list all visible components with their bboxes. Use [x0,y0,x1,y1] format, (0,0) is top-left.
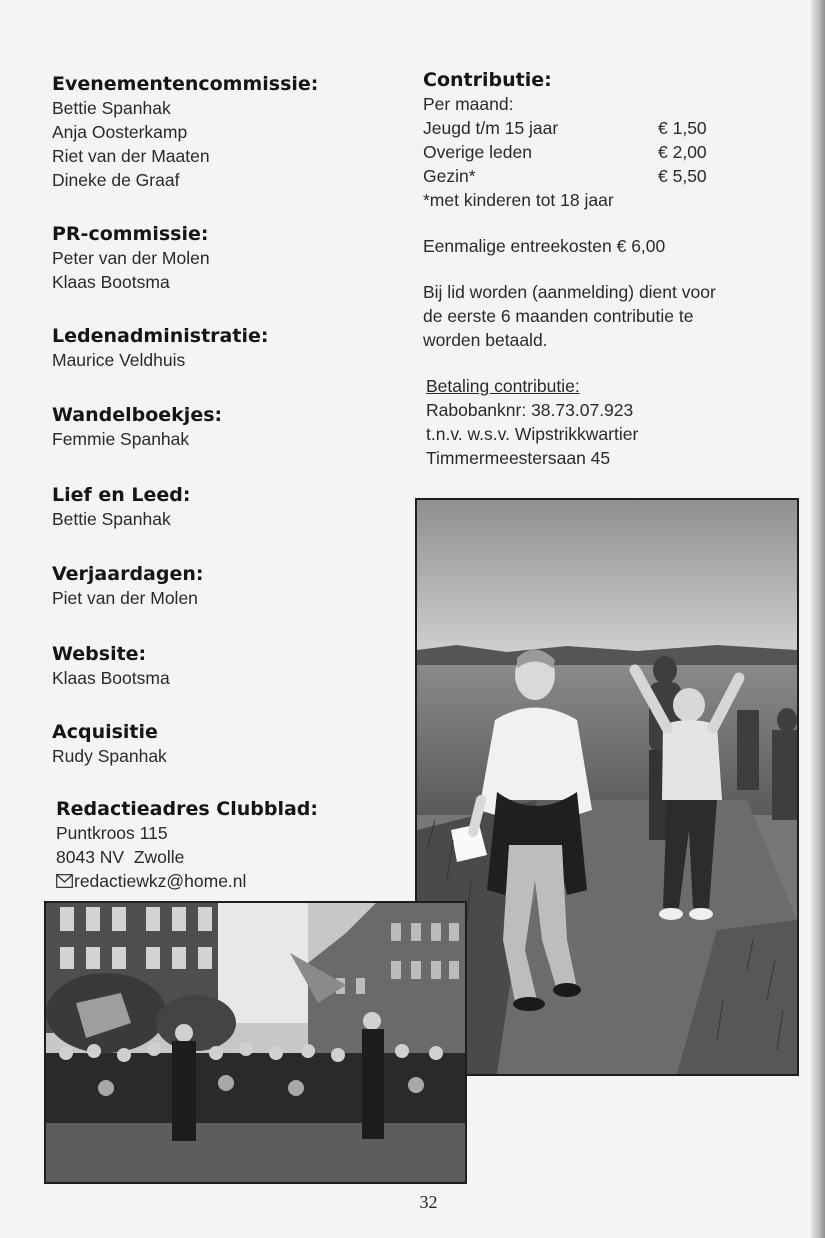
walkers-photo-image [417,500,797,1074]
email-line [56,869,318,893]
betaling-heading: Betaling contributie: [426,376,580,396]
member-name: Piet van der Molen [52,588,198,608]
section-acquisitie [52,720,167,768]
section-pr-commissie [52,222,210,294]
member-name: Rudy Spanhak [52,746,167,766]
walkers-photo [415,498,799,1076]
contributie-column [423,68,793,470]
section-ledenadministratie [52,324,268,372]
member-name: Bettie Spanhak [52,98,171,118]
note-line: de eerste 6 maanden contributie te [423,306,694,326]
section-heading: Website: [52,643,147,665]
price-label: Overige leden [423,142,532,162]
section-heading: PR-commissie: [52,223,209,245]
price-label: Gezin* [423,166,476,186]
section-heading: Verjaardagen: [52,563,204,585]
marching-band-photo-image [46,903,465,1182]
address-line: Puntkroos 115 [56,823,168,843]
price-amount: € 1,50 [658,118,707,138]
section-redactieadres [56,797,318,893]
note-line: Bij lid worden (aanmelding) dient voor [423,282,716,302]
section-heading: Lief en Leed: [52,484,191,506]
member-name: Anja Oosterkamp [52,122,188,142]
note-line: worden betaald. [423,330,548,350]
price-amount: € 2,00 [658,142,707,162]
member-name: Femmie Spanhak [52,429,190,449]
per-month-label: Per maand: [423,94,514,114]
member-name: Klaas Bootsma [52,272,170,292]
bank-line: Timmermeestersaan 45 [426,448,611,468]
section-verjaardagen [52,562,203,610]
bank-line: Rabobanknr: 38.73.07.923 [426,400,634,420]
section-lief-en-leed [52,483,191,531]
section-heading: Evenementencommissie: [52,73,319,95]
page-number: 32 [419,1192,438,1212]
page-edge [811,0,825,1238]
member-name: Riet van der Maaten [52,146,210,166]
member-name: Dineke de Graaf [52,170,180,190]
member-name: Klaas Bootsma [52,668,170,688]
section-heading: Acquisitie [52,721,158,743]
envelope-icon [56,874,73,888]
email-address[interactable]: redactiewkz@home.nl [74,871,247,891]
section-wandelboekjes [52,403,222,451]
price-row [423,140,793,164]
member-name: Peter van der Molen [52,248,210,268]
section-website [52,642,170,690]
section-heading: Wandelboekjes: [52,404,223,426]
section-evenementencommissie [52,72,318,192]
price-label: Jeugd t/m 15 jaar [423,118,559,138]
price-footnote: *met kinderen tot 18 jaar [423,190,614,210]
section-heading: Ledenadministratie: [52,325,269,347]
price-row [423,164,793,188]
member-name: Bettie Spanhak [52,509,171,529]
price-row [423,116,793,140]
bank-line: t.n.v. w.s.v. Wipstrikkwartier [426,424,639,444]
contributie-heading: Contributie: [423,69,552,91]
address-line: 8043 NV Zwolle [56,847,185,867]
section-heading: Redactieadres Clubblad: [56,798,319,820]
member-name: Maurice Veldhuis [52,350,186,370]
entry-fee: Eenmalige entreekosten € 6,00 [423,236,666,256]
marching-band-photo [44,901,467,1184]
price-amount: € 5,50 [658,166,707,186]
